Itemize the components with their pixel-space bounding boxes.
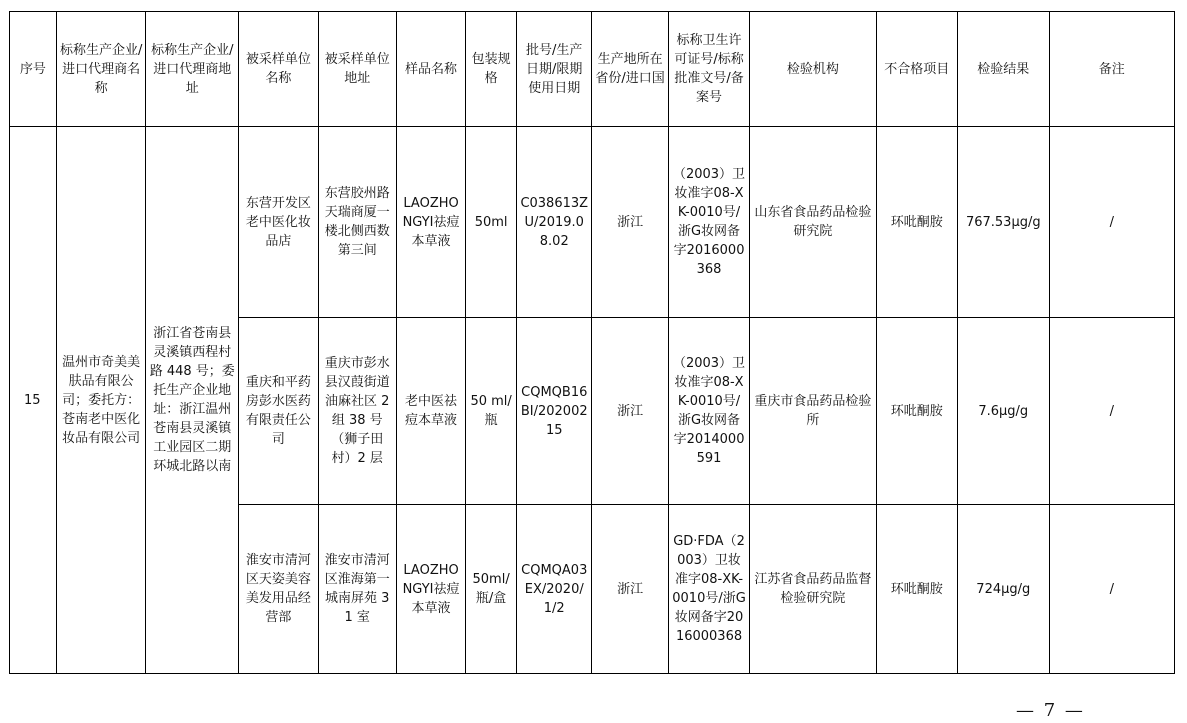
header-remark: 备注	[1049, 12, 1174, 127]
product-cell: LAOZHONGYI祛痘本草液	[396, 127, 465, 318]
result-cell: 767.53μg/g	[957, 127, 1049, 318]
manufacturer-address-cell: 浙江省苍南县灵溪镇西程村路 448 号；委托生产企业地址：浙江温州苍南县灵溪镇工业园区二期环城北路以南	[146, 127, 239, 674]
header-serial: 序号	[10, 12, 57, 127]
spec-cell: 50ml	[466, 127, 517, 318]
spec-cell: 50ml/瓶/盒	[466, 505, 517, 674]
product-cell: LAOZHONGYI祛痘本草液	[396, 505, 465, 674]
header-manufacturer-address: 标称生产企业/进口代理商地址	[146, 12, 239, 127]
product-cell: 老中医祛痘本草液	[396, 318, 465, 505]
manufacturer-name-cell: 温州市奇美美肤品有限公司；委托方：苍南老中医化妆品有限公司	[56, 127, 146, 674]
header-batch: 批号/生产日期/限期使用日期	[517, 12, 592, 127]
header-license: 标称卫生许可证号/标称批准文号/备案号	[668, 12, 749, 127]
sampled-unit-cell: 东营开发区老中医化妆品店	[239, 127, 318, 318]
sampled-address-cell: 重庆市彭水县汉葭街道油麻社区 2 组 38 号（狮子田村）2 层	[318, 318, 396, 505]
origin-cell: 浙江	[592, 127, 668, 318]
failed-item-cell: 环吡酮胺	[876, 505, 957, 674]
spec-cell: 50 ml/瓶	[466, 318, 517, 505]
result-cell: 7.6μg/g	[957, 318, 1049, 505]
remark-cell: /	[1049, 318, 1174, 505]
license-cell: （2003）卫妆准字08-XK-0010号/浙G妆网备字2014000591	[668, 318, 749, 505]
batch-cell: CQMQA03EX/2020/1/2	[517, 505, 592, 674]
batch-cell: CQMQB16BI/20200215	[517, 318, 592, 505]
header-origin: 生产地所在省份/进口国	[592, 12, 668, 127]
sampled-address-cell: 东营胶州路天瑞商厦一楼北侧西数第三间	[318, 127, 396, 318]
header-lab: 检验机构	[750, 12, 876, 127]
inspection-results-table	[9, 11, 1175, 674]
origin-cell: 浙江	[592, 318, 668, 505]
license-cell: GD·FDA（2003）卫妆准字08-XK-0010号/浙G妆网备字2016000368	[668, 505, 749, 674]
header-sampled-address: 被采样单位地址	[318, 12, 396, 127]
header-spec: 包装规格	[466, 12, 517, 127]
lab-cell: 重庆市食品药品检验所	[750, 318, 876, 505]
serial-cell: 15	[10, 127, 57, 674]
batch-cell: C038613ZU/2019.08.02	[517, 127, 592, 318]
header-manufacturer-name: 标称生产企业/进口代理商名称	[56, 12, 146, 127]
sampled-address-cell: 淮安市清河区淮海第一城南屏苑 31 室	[318, 505, 396, 674]
header-product: 样品名称	[396, 12, 465, 127]
header-sampled-unit: 被采样单位名称	[239, 12, 318, 127]
origin-cell: 浙江	[592, 505, 668, 674]
lab-cell: 江苏省食品药品监督检验研究院	[750, 505, 876, 674]
result-cell: 724μg/g	[957, 505, 1049, 674]
license-cell: （2003）卫妆准字08-XK-0010号/浙G妆网备字2016000368	[668, 127, 749, 318]
page-number: — 7 —	[1016, 700, 1085, 721]
table-row	[10, 127, 1175, 318]
lab-cell: 山东省食品药品检验研究院	[750, 127, 876, 318]
header-failed-item: 不合格项目	[876, 12, 957, 127]
header-result: 检验结果	[957, 12, 1049, 127]
remark-cell: /	[1049, 505, 1174, 674]
failed-item-cell: 环吡酮胺	[876, 127, 957, 318]
remark-cell: /	[1049, 127, 1174, 318]
header-row	[10, 12, 1175, 127]
sampled-unit-cell: 淮安市清河区天姿美容美发用品经营部	[239, 505, 318, 674]
sampled-unit-cell: 重庆和平药房彭水医药有限责任公司	[239, 318, 318, 505]
failed-item-cell: 环吡酮胺	[876, 318, 957, 505]
